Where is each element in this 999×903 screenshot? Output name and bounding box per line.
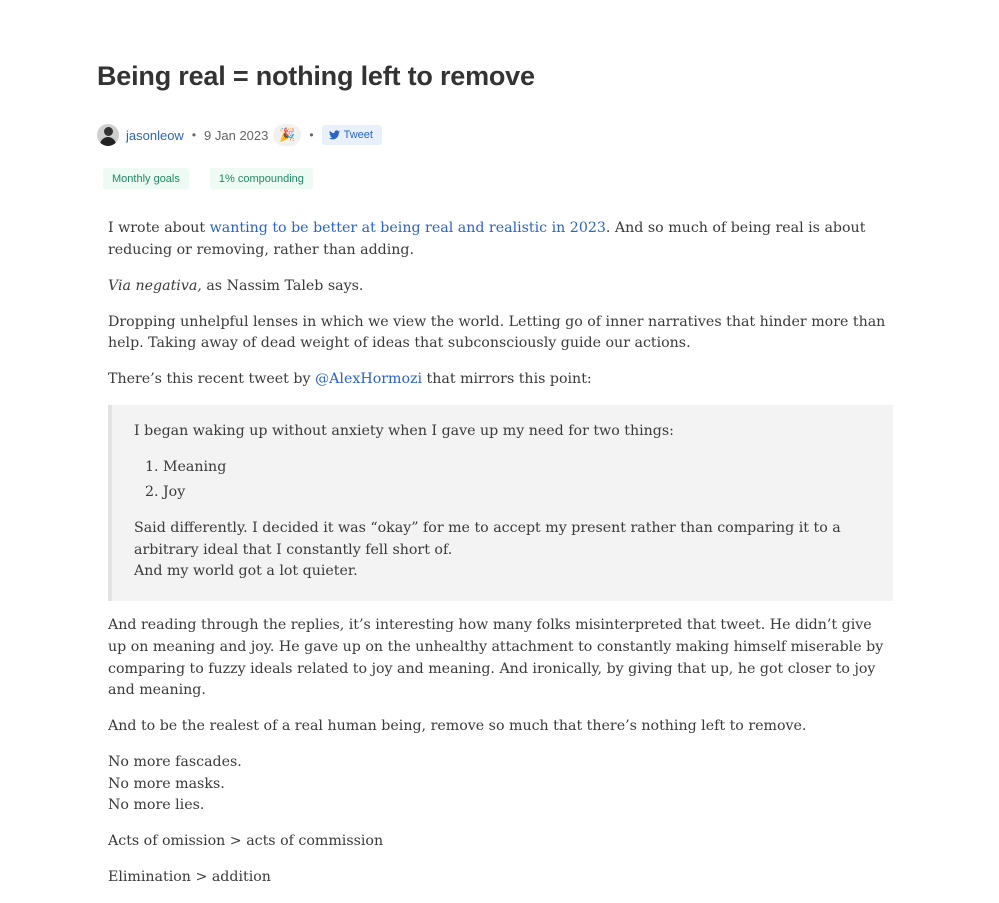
paragraph: Via negativa, as Nassim Taleb says.: [108, 277, 364, 294]
quote-conclusion: Said differently. I decided it was “okay” for me to accept my present rather than comparing it to a arbitrary ideal that I constantly fell short of. And my world got a lot quieter.: [134, 520, 841, 580]
quote-list: [134, 457, 869, 504]
author-avatar[interactable]: [97, 124, 119, 146]
party-popper-icon: 🎉: [279, 127, 296, 142]
list-item: 1. Meaning: [163, 457, 869, 479]
post-meta: [97, 123, 382, 147]
separator-dot: •: [191, 128, 197, 142]
paragraph: Dropping unhelpful lenses in which we view the world. Letting go of inner narratives that hinder more than help. Taking away of dead weight of ideas that subconsciously guide our actions.: [108, 313, 886, 352]
tag-1-percent-compounding[interactable]: 1% compounding: [210, 168, 313, 189]
paragraph: And to be the realest of a real human being, remove so much that there’s nothing left to remove.: [108, 718, 807, 735]
separator-dot: •: [309, 128, 314, 142]
paragraph: I wrote about wanting to be better at being real and realistic in 2023. And so much of being real is about reducing or removing, rather than adding.: [108, 220, 866, 258]
author-link[interactable]: jasonleow: [126, 127, 184, 143]
paragraph: There’s this recent tweet by @AlexHormozi that mirrors this point:: [108, 371, 592, 388]
tag-list: [103, 168, 334, 189]
list-item: 2. Joy: [163, 482, 869, 504]
paragraph: Acts of omission > acts of commission: [108, 833, 384, 850]
tweet-quote: [108, 405, 893, 601]
tag-monthly-goals[interactable]: Monthly goals: [103, 168, 189, 189]
paragraph: And reading through the replies, it’s interesting how many folks misinterpreted that tweet. He didn’t give up on meaning and joy. He gave up on the unhealthy attachment to constantly making himself miserable by comparing to fuzzy ideals related to joy and meaning. And ironically, by giving that up, he got closer to joy and meaning.: [108, 617, 884, 699]
post-date: 9 Jan 2023: [204, 127, 269, 143]
post-body: [108, 218, 893, 903]
quote-intro: I began waking up without anxiety when I gave up my need for two things:: [134, 423, 674, 440]
emphasis: Via negativa,: [108, 277, 202, 294]
tweet-label: Tweet: [343, 129, 373, 141]
twitter-bird-icon: [329, 130, 340, 140]
paragraph: Elimination > addition: [108, 869, 271, 886]
reaction-badge[interactable]: [273, 124, 301, 146]
tweet-button[interactable]: [322, 125, 382, 145]
mention-link[interactable]: @AlexHormozi: [314, 371, 423, 388]
paragraph: No more fascades. No more masks. No more lies.: [108, 754, 242, 814]
previous-post-link[interactable]: wanting to be better at being real and realistic in 2023: [209, 220, 606, 236]
post-title: Being real = nothing left to remove: [97, 61, 535, 91]
